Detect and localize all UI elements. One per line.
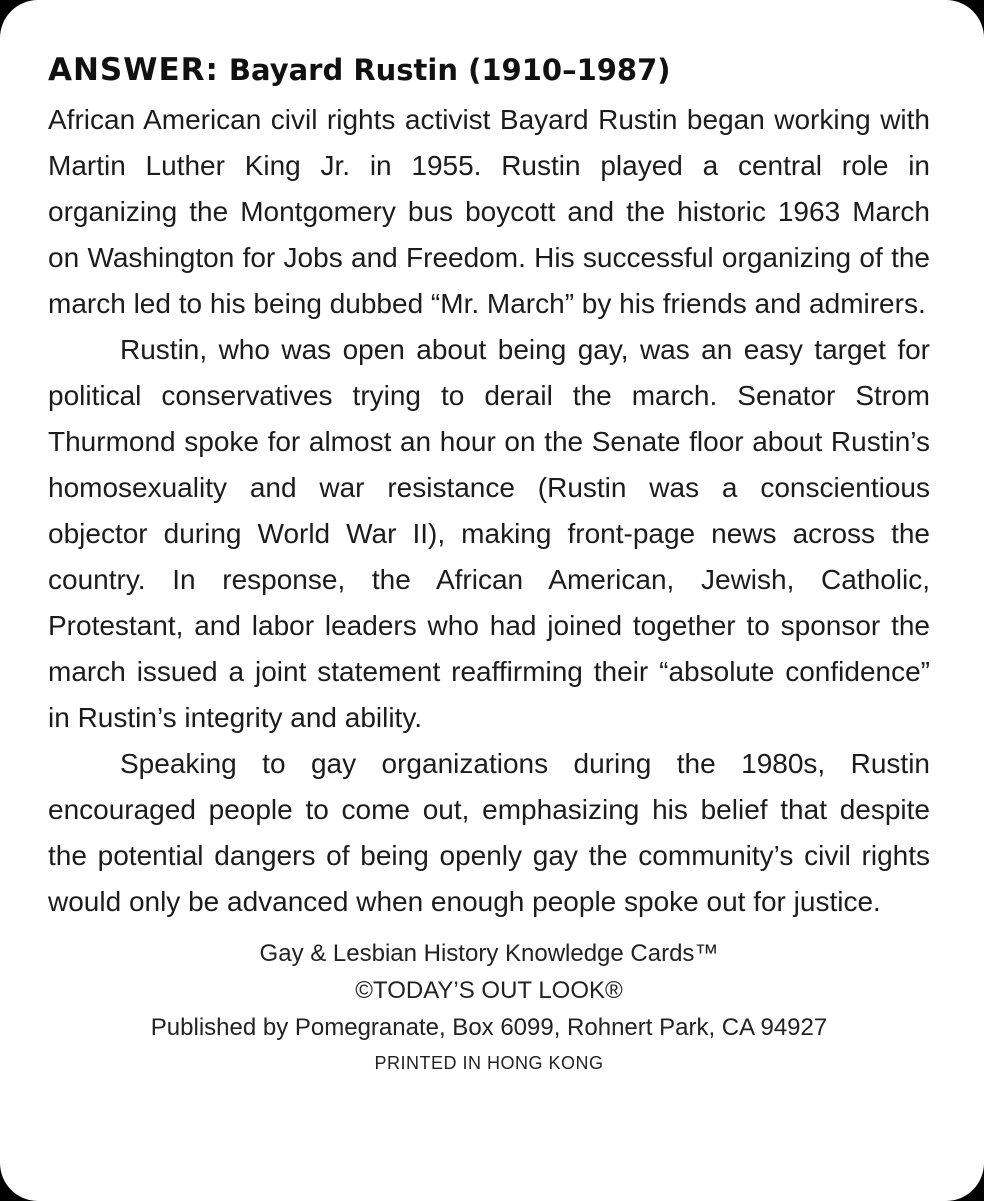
card-body — [48, 97, 930, 925]
printed-in-line: PRINTED IN HONG KONG — [374, 1053, 604, 1073]
card-heading — [48, 46, 930, 93]
copyright-line: ©TODAY’S OUT LOOK® — [355, 977, 623, 1004]
paragraph-intro: African American civil rights activist Bayard Rustin began working with Martin Luther King Jr. in 1955. Rustin played a central role in organizing the Montgomery bus boycott and the historic 1963 March on Washington for Jobs and Freedom. His successful organizing of the march led to his being dubbed “Mr. March” by his friends and admirers. — [48, 104, 930, 319]
series-title: Gay & Lesbian History Knowledge Cards™ — [259, 940, 719, 967]
paragraph-legacy: Speaking to gay organizations during the 1980s, Rustin encouraged people to come out, emphasizing his belief that despite the potential dangers of being openly gay the community’s civil rights would only be advanced when enough people spoke out for justice. — [48, 748, 930, 917]
card-footer — [48, 935, 930, 1080]
answer-label: ANSWER: — [48, 52, 219, 88]
answer-name: Bayard Rustin (1910–1987) — [228, 53, 671, 87]
publisher-line: Published by Pomegranate, Box 6099, Rohnert Park, CA 94927 — [150, 1014, 828, 1041]
paragraph-controversy: Rustin, who was open about being gay, was an easy target for political conservatives trying to derail the march. Senator Strom Thurmond spoke for almost an hour on the Senate floor about Rustin’s homosexuality and war resistance (Rustin was a conscientious objector during World War II), making front-page news across the country. In response, the African American, Jewish, Catholic, Protestant, and labor leaders who had joined together to sponsor the march issued a joint statement reaffirming their “absolute confidence” in Rustin’s integrity and ability. — [48, 334, 930, 733]
